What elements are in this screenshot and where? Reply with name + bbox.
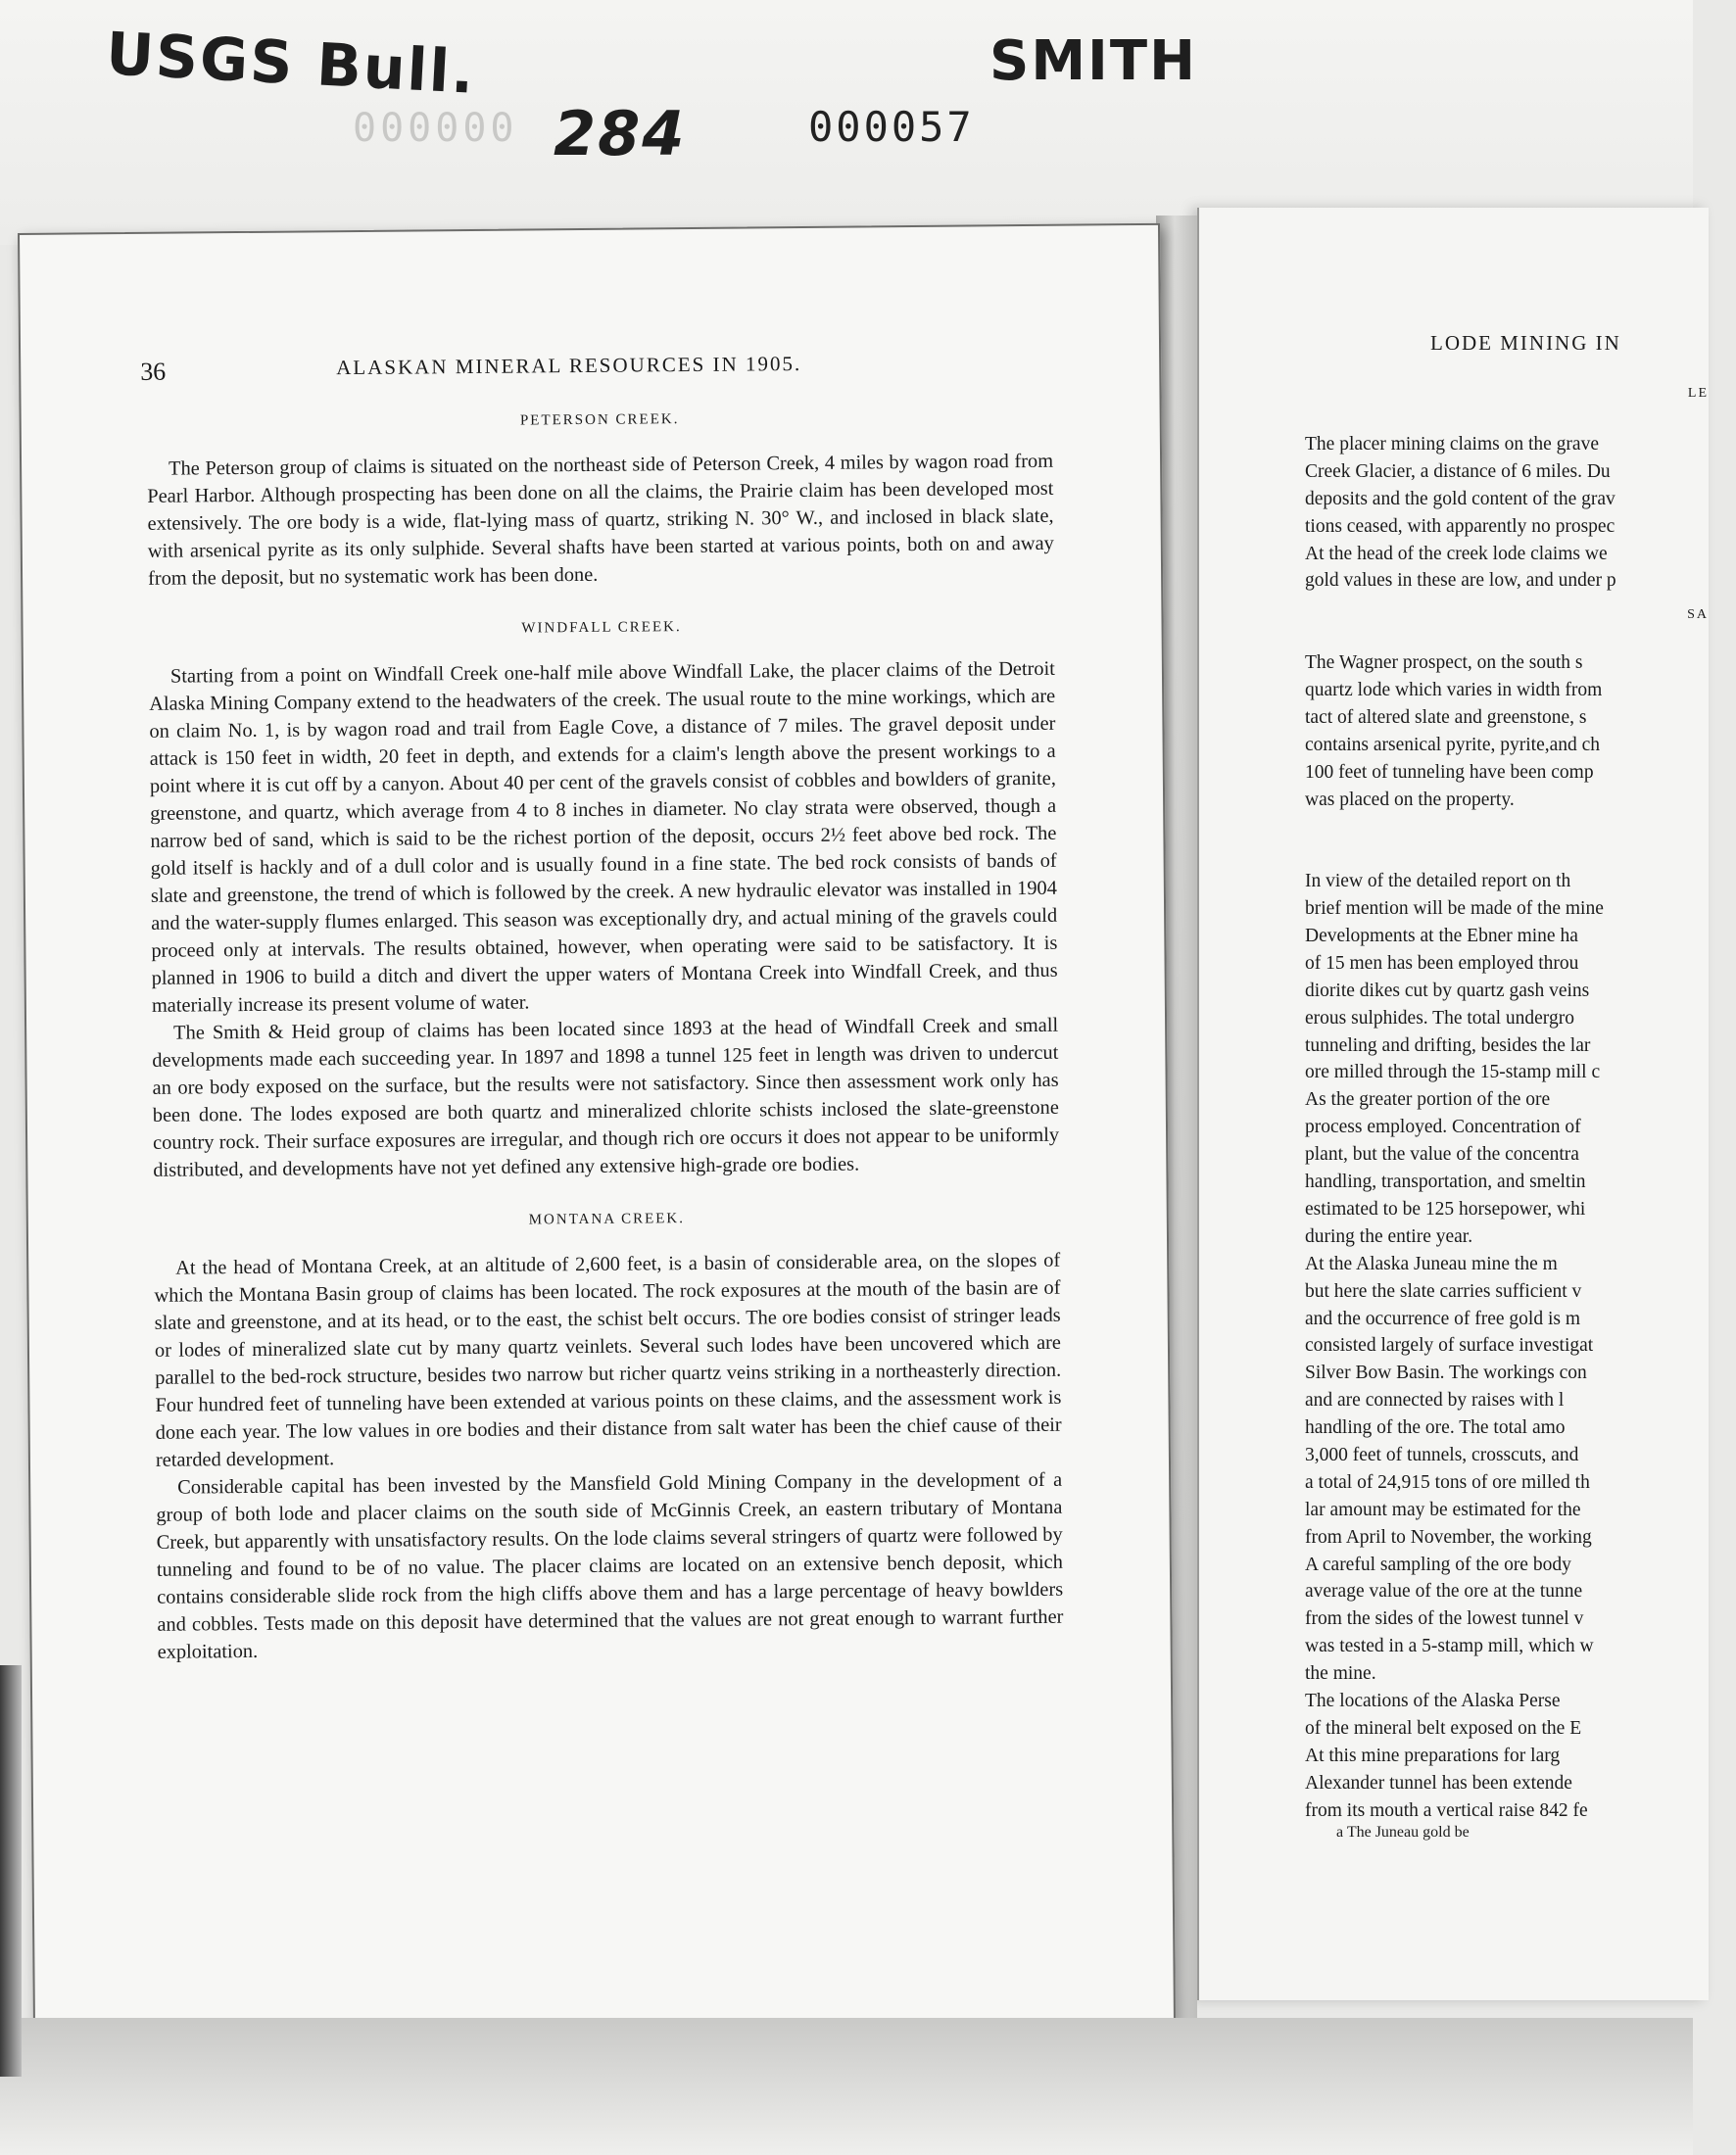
- section: [148, 610, 1059, 1184]
- text-line: The Wagner prospect, on the south s: [1305, 652, 1583, 674]
- text-line: contains arsenical pyrite, pyrite,and ch: [1305, 734, 1601, 755]
- text-line: brief mention will be made of the mine: [1305, 898, 1604, 920]
- text-line: As the greater portion of the ore: [1305, 1089, 1551, 1111]
- text-line: consisted largely of surface investigat: [1305, 1335, 1594, 1357]
- right-footnote: a The Juneau gold be: [1336, 1824, 1470, 1841]
- document-stamp-number: 000057: [808, 103, 975, 151]
- left-page: [18, 223, 1176, 2039]
- right-subhead-le: LE: [1687, 386, 1709, 401]
- text-line: process employed. Concentration of: [1305, 1117, 1581, 1138]
- paragraph: At the head of Montana Creek, at an altitude of 2,600 feet, is a basin of considerable area, on the slopes of which the Montana Basin group of claims has been located. The rock exposures at the mouth of the basin are of slate and greenstone, and at its head, or to the east, the schist belt occurs. The ore bodies consist of stringer leads or lodes of mineralized slate cut by many quartz veinlets. Several such lodes have been uncovered which are parallel to the bed-rock structure, besides two narrow but richer quartz veins striking in a northeasterly direction. Four hundred feet of tunneling have been extended at various points on these claims, and the assessment work is done each year. The low values in ore bodies and their distance from salt water has been the chief cause of their retarded development.: [154, 1249, 1062, 1471]
- text-line: erous sulphides. The total undergro: [1305, 1007, 1574, 1029]
- text-line: Silver Bow Basin. The workings con: [1305, 1363, 1587, 1384]
- text-line: and are connected by raises with l: [1305, 1390, 1565, 1412]
- text-line: A careful sampling of the ore body: [1305, 1554, 1571, 1575]
- page-title: ALASKAN MINERAL RESOURCES IN 1905.: [336, 352, 802, 380]
- text-line: was tested in a 5-stamp mill, which w: [1305, 1636, 1594, 1657]
- text-line: from April to November, the working: [1305, 1526, 1592, 1548]
- faint-stamp-number: 000000: [353, 106, 518, 151]
- paragraph: The Peterson group of claims is situated on the northeast side of Peterson Creek, 4 miles by wagon road from Pearl Harbor. Although prospecting has been done on all the claims, the Prairie claim has been developed most extensively. The ore body is a wide, flat-lying mass of quartz, striking N. 30° W., and inclosed in black slate, with arsenical pyrite as its only sulphide. Several shafts have been started at various points, both on and away from the deposit, but no systematic work has been done.: [147, 450, 1054, 590]
- scan-left-edge: [0, 1665, 22, 2077]
- paragraph: Considerable capital has been invested by the Mansfield Gold Mining Company in the development of a group of both lode and placer claims on the south side of McGinnis Creek, an eastern tributary of Montana Creek, but apparently with unsatisfactory results. On the lode claims several stringers of quartz were followed by tunneling and found to be of no value. The placer claims are located on an extensive bench deposit, which contains considerable slide rock from the high cliffs above them and has a large percentage of heavy bowlders and cobbles. Tests made on this deposit have determined that the values are not great enough to warrant further exploitation.: [156, 1468, 1064, 1663]
- text-line: was placed on the property.: [1305, 789, 1515, 810]
- line-gap: [1305, 840, 1736, 868]
- running-head: [140, 350, 1041, 386]
- text-line: Alexander tunnel has been extende: [1305, 1772, 1572, 1794]
- text-line: from the sides of the lowest tunnel v: [1305, 1608, 1584, 1630]
- text-line: handling, transportation, and smeltin: [1305, 1172, 1586, 1193]
- line-gap: [1305, 813, 1736, 840]
- text-line: deposits and the gold content of the grav: [1305, 488, 1615, 509]
- text-line: during the entire year.: [1305, 1225, 1473, 1247]
- handwritten-bulletin-number: 284: [554, 98, 687, 169]
- text-line: from its mouth a vertical raise 842 fe: [1305, 1799, 1588, 1821]
- text-line: of 15 men has been employed throu: [1305, 952, 1579, 974]
- text-line: diorite dikes cut by quartz gash veins: [1305, 980, 1590, 1001]
- left-page-body: [147, 403, 1064, 1692]
- section-heading: WINDFALL CREEK.: [521, 619, 682, 637]
- text-line: of the mineral belt exposed on the E: [1305, 1717, 1582, 1739]
- text-line: ore milled through the 15-stamp mill c: [1305, 1062, 1601, 1083]
- text-line: Developments at the Ebner mine ha: [1305, 926, 1578, 947]
- text-line: quartz lode which varies in width from: [1305, 680, 1603, 701]
- text-line: At this mine preparations for larg: [1305, 1745, 1561, 1766]
- scan-bottom-shadow: [0, 2018, 1693, 2155]
- right-subhead-sa: SA: [1687, 607, 1709, 622]
- right-page-text: [1305, 431, 1736, 1824]
- text-line: tions ceased, with apparently no prospec: [1305, 515, 1615, 537]
- paragraph: Starting from a point on Windfall Creek one-half mile above Windfall Lake, the placer claims of the Detroit Alaska Mining Company extend to the headwaters of the creek. The usual route to the mine workings, which are on claim No. 1, is by wagon road and trail from Eagle Cove, a distance of 7 miles. The gravel deposit under attack is 150 feet in width, 20 feet in depth, and extends for a claim's length above the present workings to a point where it is cut off by a canyon. About 40 per cent of the gravels consist of cobbles and bowlders of granite, greenstone, and quartz, which average from 4 to 8 inches in diameter. No clay strata were observed, though a narrow bed of sand, which is said to be the richest portion of the deposit, occurs 2½ feet above bed rock. The gold itself is hackly and of a dull color and is usually found in a fine state. The bed rock consists of bands of slate and greenstone, the trend of which is followed by the creek. A new hydraulic elevator was installed in 1904 and the water-supply flumes enlarged. This season was exceptionally dry, and actual mining of the gravels could proceed only at intervals. The results obtained, however, when operating were said to be satisfactory. It is planned in 1906 to build a ditch and divert the upper waters of Montana Creek into Windfall Creek, and thus materially increase its present volume of water.: [149, 657, 1058, 1017]
- right-running-head: LODE MINING IN: [1430, 331, 1621, 355]
- text-line: tunneling and drifting, besides the lar: [1305, 1034, 1591, 1056]
- text-line: estimated to be 125 horsepower, whi: [1305, 1198, 1586, 1220]
- text-line: At the head of the creek lode claims we: [1305, 543, 1608, 564]
- text-line: tact of altered slate and greenstone, s: [1305, 706, 1587, 728]
- text-line: Creek Glacier, a distance of 6 miles. Du: [1305, 460, 1611, 482]
- line-gap: [1305, 595, 1736, 622]
- text-line: The locations of the Alaska Perse: [1305, 1690, 1561, 1711]
- section-heading: MONTANA CREEK.: [528, 1211, 686, 1228]
- text-line: handling of the ore. The total amo: [1305, 1417, 1566, 1439]
- text-line: the mine.: [1305, 1663, 1376, 1685]
- text-line: and the occurrence of free gold is m: [1305, 1308, 1580, 1329]
- text-line: a total of 24,915 tons of ore milled th: [1305, 1471, 1590, 1493]
- section-heading: PETERSON CREEK.: [519, 411, 680, 429]
- text-line: gold values in these are low, and under p: [1305, 570, 1616, 592]
- page-number: 36: [140, 357, 167, 386]
- handwritten-author-name: SMITH: [989, 29, 1197, 93]
- text-line: At the Alaska Juneau mine the m: [1305, 1253, 1558, 1274]
- section: [154, 1202, 1064, 1666]
- handwritten-series-label: USGS Bull.: [104, 20, 478, 108]
- text-line: lar amount may be estimated for the: [1305, 1499, 1581, 1520]
- section: [147, 403, 1055, 593]
- text-line: 3,000 feet of tunnels, crosscuts, and: [1305, 1444, 1579, 1465]
- text-line: but here the slate carries sufficient v: [1305, 1280, 1582, 1302]
- text-line: plant, but the value of the concentra: [1305, 1144, 1579, 1166]
- text-line: average value of the ore at the tunne: [1305, 1581, 1583, 1603]
- line-gap: [1305, 622, 1736, 649]
- text-line: The placer mining claims on the grave: [1305, 434, 1599, 455]
- paragraph: The Smith & Heid group of claims has been located since 1893 at the head of Windfall Creek and small developments made each succeeding year. In 1897 and 1898 a tunnel 125 feet in length was driven to undercut an ore body exposed on the surface, but the results were not satisfactory. Since then assessment work only has been done. The lodes exposed are both quartz and mineralized chlorite schists inclosed the slate-greenstone country rock. Their surface exposures are irregular, and though rich ore occurs it does not appear to be uniformly distributed, and developments have not yet defined any extensive high-grade ore bodies.: [152, 1014, 1060, 1181]
- text-line: 100 feet of tunneling have been comp: [1305, 761, 1594, 783]
- text-line: In view of the detailed report on th: [1305, 871, 1571, 892]
- right-page: [1197, 208, 1709, 2000]
